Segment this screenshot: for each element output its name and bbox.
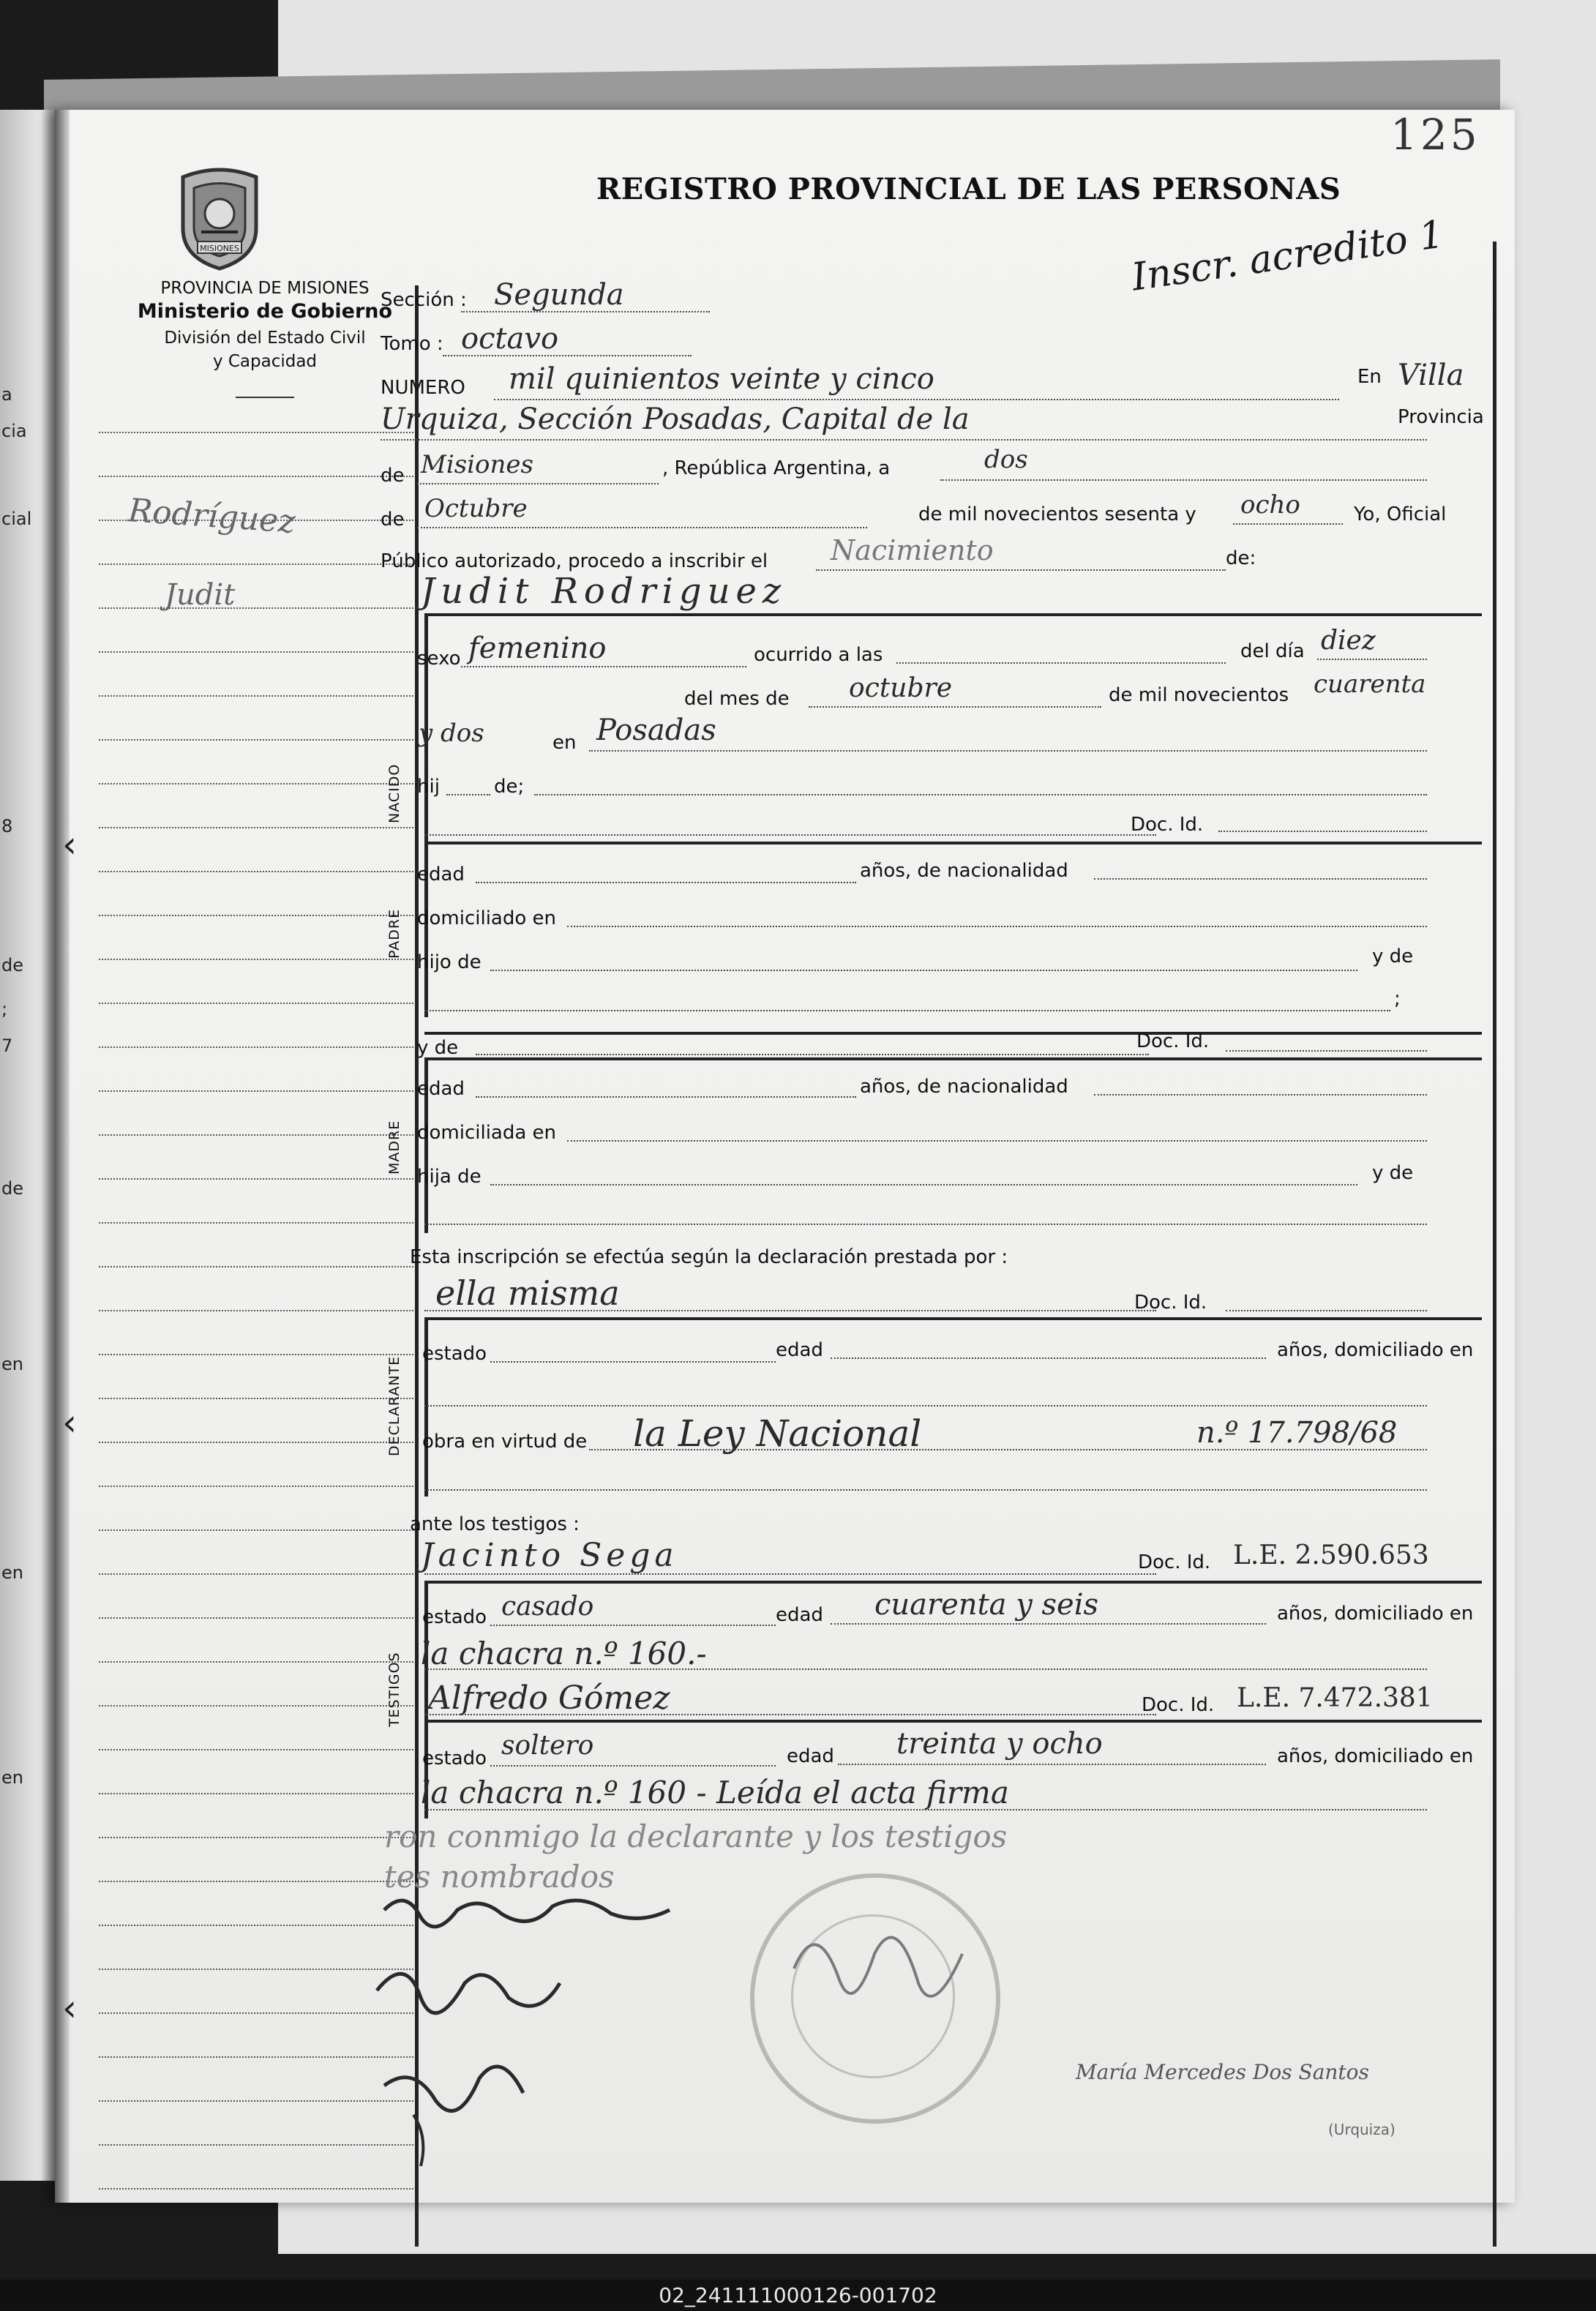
margin-rule bbox=[99, 1222, 413, 1224]
fill-line bbox=[809, 706, 1101, 708]
fill-line bbox=[1226, 1050, 1427, 1052]
acto-value: Nacimiento bbox=[831, 534, 994, 566]
section-rule bbox=[424, 1032, 1482, 1035]
margin-rule bbox=[99, 1134, 413, 1136]
fill-line bbox=[816, 569, 1226, 571]
fecha-dia-value: dos bbox=[984, 445, 1028, 474]
fill-line bbox=[1218, 831, 1427, 832]
province-name: PROVINCIA DE MISIONES bbox=[160, 279, 370, 298]
margin-rule bbox=[99, 651, 413, 653]
declarante-domicilio-label: años, domiciliado en bbox=[1277, 1339, 1474, 1361]
provincial-emblem-icon bbox=[172, 162, 267, 272]
fill-line bbox=[494, 399, 1339, 400]
page-spine-shadow bbox=[55, 110, 70, 2203]
testigo-2-edad: treinta y ocho bbox=[896, 1727, 1103, 1761]
margin-rule bbox=[99, 1486, 413, 1487]
fill-line bbox=[567, 1140, 1427, 1142]
madre-doc-label: Doc. Id. bbox=[1136, 1030, 1210, 1052]
numero-value: mil quinientos veinte y cinco bbox=[509, 362, 934, 396]
padre-nacionalidad-label: años, de nacionalidad bbox=[860, 860, 1068, 882]
padre-yde-label: y de bbox=[1372, 945, 1414, 967]
nacido-lugar-value: Posadas bbox=[596, 713, 716, 747]
fill-line bbox=[461, 311, 710, 312]
testigo-2-domicilio-label: años, domiciliado en bbox=[1277, 1745, 1474, 1767]
tomo-value: octavo bbox=[461, 322, 559, 356]
left-fragment: de bbox=[1, 1178, 23, 1199]
fill-line bbox=[1317, 659, 1427, 660]
left-fragment: cia bbox=[1, 421, 27, 441]
cierre-linea-2: tes nombrados bbox=[384, 1859, 615, 1895]
margin-rule bbox=[99, 1881, 413, 1882]
fill-line bbox=[476, 882, 856, 883]
fill-line bbox=[567, 926, 1427, 927]
hij-label: hij bbox=[417, 776, 440, 798]
image-id-caption: 02_241111000126-001702 bbox=[0, 2280, 1596, 2311]
nacido-anio-value-2: y dos bbox=[419, 719, 484, 748]
fill-line bbox=[446, 794, 490, 795]
left-fragment: en bbox=[1, 1562, 23, 1583]
testigo-1-domicilio-label: años, domiciliado en bbox=[1277, 1603, 1474, 1625]
padre-semicolon: ; bbox=[1394, 988, 1401, 1010]
margin-rule bbox=[99, 959, 413, 960]
fill-line bbox=[424, 1668, 1427, 1670]
fill-line bbox=[424, 1310, 1156, 1311]
testigo-1-estado-label: estado bbox=[422, 1606, 487, 1628]
testigo-2-estado: soltero bbox=[501, 1731, 594, 1761]
madre-nacionalidad-label: años, de nacionalidad bbox=[860, 1076, 1068, 1098]
oficial-label: Yo, Oficial bbox=[1354, 503, 1447, 525]
declarante-edad-label: edad bbox=[776, 1339, 823, 1361]
testigo-1-nombre: Jacinto Sega bbox=[421, 1537, 678, 1574]
margin-rule bbox=[99, 1837, 413, 1838]
fill-line bbox=[490, 970, 1357, 971]
fill-line bbox=[831, 1623, 1266, 1625]
nacido-label: NACIDO bbox=[386, 763, 402, 823]
margin-rule bbox=[99, 1793, 413, 1794]
division-name-2: y Capacidad bbox=[212, 352, 318, 371]
margin-rule bbox=[99, 1310, 413, 1311]
margin-rule bbox=[99, 432, 413, 433]
ocurrido-label: ocurrido a las bbox=[754, 644, 883, 666]
fill-line bbox=[1226, 1310, 1427, 1311]
margin-rule bbox=[99, 915, 413, 916]
ley-value: la Ley Nacional bbox=[633, 1412, 922, 1455]
en-label: en bbox=[552, 732, 577, 754]
fill-line bbox=[534, 794, 1427, 795]
testigo-1-doc-label: Doc. Id. bbox=[1138, 1551, 1211, 1573]
numero-label: NUMERO bbox=[381, 377, 465, 399]
margin-rule bbox=[99, 695, 413, 697]
fill-line bbox=[424, 1573, 1156, 1575]
sexo-label: sexo bbox=[417, 648, 461, 670]
testigo-2-domicilio: la chacra n.º 160 - Leída el acta firma bbox=[421, 1775, 1009, 1810]
page-number: 125 bbox=[1390, 110, 1480, 160]
fill-line bbox=[589, 750, 1427, 752]
publico-label: Público autorizado, procedo a inscribir el bbox=[381, 550, 768, 572]
declaracion-intro: Esta inscripción se efectúa según la declaración prestada por : bbox=[410, 1246, 1008, 1268]
margin-rule bbox=[99, 827, 413, 828]
fill-line bbox=[424, 1809, 1427, 1810]
nacido-mes-value: octubre bbox=[849, 673, 953, 703]
declarante-label: DECLARANTE bbox=[386, 1355, 402, 1456]
margin-rule bbox=[99, 476, 413, 477]
fill-line bbox=[476, 1054, 1149, 1055]
margin-rule bbox=[99, 563, 413, 565]
testigos-label: TESTIGOS bbox=[386, 1652, 402, 1727]
signatures-image bbox=[362, 1895, 1167, 2203]
nacido-anio-value: cuarenta bbox=[1314, 670, 1426, 699]
fill-line bbox=[490, 1765, 776, 1767]
fill-line bbox=[831, 1357, 1266, 1359]
provincia-label: Provincia bbox=[1398, 406, 1484, 428]
fecha-anio-value: ocho bbox=[1240, 490, 1300, 520]
fill-line bbox=[476, 1096, 856, 1098]
section-rule bbox=[424, 1581, 1482, 1584]
fill-line bbox=[896, 662, 1226, 664]
seccion-label: Sección : bbox=[381, 289, 467, 311]
fill-line bbox=[381, 439, 1427, 441]
nombre-inscripto: Judit Rodriguez bbox=[421, 571, 787, 612]
fill-line bbox=[1094, 1094, 1427, 1095]
section-rule bbox=[424, 1317, 1482, 1320]
officer-name: María Mercedes Dos Santos bbox=[1076, 2060, 1369, 2084]
left-page-edge bbox=[0, 110, 59, 2181]
margin-rule bbox=[99, 1398, 413, 1399]
testigo-2-edad-label: edad bbox=[787, 1745, 834, 1767]
testigo-1-edad-label: edad bbox=[776, 1604, 823, 1626]
madre-yde2-label: y de bbox=[1372, 1162, 1414, 1184]
nacido-dia-value: diez bbox=[1321, 626, 1376, 656]
madre-label: MADRE bbox=[386, 1120, 402, 1175]
left-fragment: en bbox=[1, 1767, 23, 1788]
hij-de-label: de; bbox=[494, 776, 525, 798]
fill-line bbox=[424, 834, 1156, 836]
fill-line bbox=[443, 355, 692, 356]
fill-line bbox=[417, 483, 659, 484]
margin-rule bbox=[99, 1705, 413, 1707]
margin-rule bbox=[99, 1266, 413, 1267]
registrar-annotation: Inscr. acredito 1 bbox=[1128, 212, 1447, 300]
fill-line bbox=[424, 1010, 1390, 1011]
tomo-label: Tomo : bbox=[381, 333, 443, 355]
ministry-name: Ministerio de Gobierno bbox=[137, 300, 393, 323]
header-divider bbox=[236, 397, 294, 398]
fill-line bbox=[461, 666, 746, 667]
fill-line bbox=[490, 1361, 776, 1363]
novecientos-label: de mil novecientos bbox=[1109, 684, 1289, 706]
anio-label: de mil novecientos sesenta y bbox=[918, 503, 1196, 525]
margin-rule bbox=[99, 1529, 413, 1531]
margin-rule bbox=[99, 783, 413, 784]
section-rule bbox=[424, 1057, 1482, 1060]
fill-line bbox=[1233, 523, 1343, 525]
padre-label: PADRE bbox=[386, 908, 402, 959]
padre-hijo-label: hijo de bbox=[417, 951, 482, 973]
testigo-1-estado: casado bbox=[501, 1592, 594, 1622]
fecha-mes-value: Octubre bbox=[424, 494, 528, 523]
declarante-nombre: ella misma bbox=[435, 1273, 620, 1313]
obra-label: obra en virtud de bbox=[422, 1431, 588, 1453]
margin-rule bbox=[99, 1442, 413, 1443]
testigo-2-doc-label: Doc. Id. bbox=[1142, 1694, 1215, 1716]
fill-line bbox=[1094, 878, 1427, 880]
de-colon-label: de: bbox=[1226, 547, 1256, 569]
cierre-linea-1: ron conmigo la declarante y los testigos bbox=[384, 1819, 1008, 1854]
republica-label: , República Argentina, a bbox=[662, 457, 891, 479]
binding-clip-icon: ‹ bbox=[62, 1401, 77, 1444]
left-fragment: a bbox=[1, 384, 12, 405]
madre-domicilio-label: domiciliada en bbox=[417, 1122, 557, 1144]
fill-line bbox=[490, 1625, 776, 1626]
margin-rule bbox=[99, 1003, 413, 1004]
margin-rule bbox=[99, 871, 413, 872]
nacido-doc-label: Doc. Id. bbox=[1131, 814, 1204, 836]
margin-rule bbox=[99, 1178, 413, 1180]
testigo-2-nombre: Alfredo Gómez bbox=[428, 1679, 670, 1717]
left-fragment: en bbox=[1, 1354, 23, 1374]
margin-given-name: Judit bbox=[165, 578, 236, 612]
margin-rule bbox=[99, 1573, 413, 1575]
madre-hija-label: hija de bbox=[417, 1166, 482, 1188]
margin-rule bbox=[99, 1090, 413, 1092]
document-page bbox=[55, 110, 1515, 2203]
testigo-1-doc: L.E. 2.590.653 bbox=[1233, 1540, 1429, 1570]
testigo-2-doc: L.E. 7.472.381 bbox=[1237, 1683, 1433, 1713]
svg-text:MISIONES: MISIONES bbox=[200, 244, 239, 253]
fill-line bbox=[490, 1184, 1357, 1186]
margin-surname: Rodríguez bbox=[127, 492, 297, 541]
margin-rule bbox=[99, 739, 413, 741]
seccion-value: Segunda bbox=[494, 278, 624, 312]
testigo-1-domicilio: la chacra n.º 160.- bbox=[421, 1636, 707, 1671]
declarante-doc-label: Doc. Id. bbox=[1134, 1292, 1207, 1314]
sexo-value: femenino bbox=[468, 632, 607, 665]
testigo-1-edad: cuarenta y seis bbox=[874, 1588, 1099, 1622]
madre-edad-label: edad bbox=[417, 1078, 465, 1100]
fill-line bbox=[838, 1764, 1266, 1765]
right-border bbox=[1493, 241, 1496, 2247]
left-fragment: 8 bbox=[1, 816, 13, 836]
del-dia-label: del día bbox=[1240, 640, 1305, 662]
division-name: División del Estado Civil bbox=[164, 329, 366, 348]
margin-rule bbox=[99, 1749, 413, 1750]
testigo-2-estado-label: estado bbox=[422, 1748, 487, 1769]
left-fragment: 7 bbox=[1, 1035, 13, 1056]
madre-yde-label: y de bbox=[417, 1037, 459, 1059]
margin-rule bbox=[99, 1046, 413, 1048]
fill-line bbox=[424, 1405, 1427, 1407]
margin-rule bbox=[99, 1617, 413, 1619]
left-fragment: de bbox=[1, 955, 23, 975]
section-rule bbox=[424, 1720, 1482, 1723]
fill-line bbox=[424, 1224, 1427, 1225]
fill-line bbox=[589, 1449, 1427, 1450]
padre-domicilio-label: domiciliado en bbox=[417, 907, 557, 929]
testigos-intro: ante los testigos : bbox=[410, 1513, 580, 1535]
left-fragment: ; bbox=[1, 999, 8, 1019]
left-fragment: cial bbox=[1, 509, 32, 529]
margin-rule bbox=[99, 1354, 413, 1355]
fill-line bbox=[424, 1489, 1427, 1491]
section-rule bbox=[424, 842, 1482, 844]
binding-clip-icon: ‹ bbox=[62, 823, 77, 866]
margin-rule bbox=[99, 607, 413, 609]
binding-clip-icon: ‹ bbox=[62, 1987, 77, 2029]
en-value: Villa bbox=[1398, 359, 1464, 392]
document-title: REGISTRO PROVINCIAL DE LAS PERSONAS bbox=[596, 172, 1341, 206]
de-label: de bbox=[381, 509, 405, 531]
officer-place: (Urquiza) bbox=[1328, 2121, 1395, 2138]
de-label: de bbox=[381, 465, 405, 487]
padre-edad-label: edad bbox=[417, 864, 465, 885]
location-value: Urquiza, Sección Posadas, Capital de la bbox=[381, 402, 970, 436]
fill-line bbox=[417, 527, 867, 528]
declarante-estado-label: estado bbox=[422, 1343, 487, 1365]
provincia-value: Misiones bbox=[421, 450, 533, 479]
section-rule bbox=[424, 613, 1482, 616]
fill-line bbox=[940, 479, 1427, 481]
en-label: En bbox=[1357, 366, 1382, 388]
fill-line bbox=[424, 1714, 1156, 1715]
ley-numero: n.º 17.798/68 bbox=[1196, 1416, 1398, 1450]
margin-rule bbox=[99, 1661, 413, 1663]
del-mes-label: del mes de bbox=[684, 688, 790, 710]
